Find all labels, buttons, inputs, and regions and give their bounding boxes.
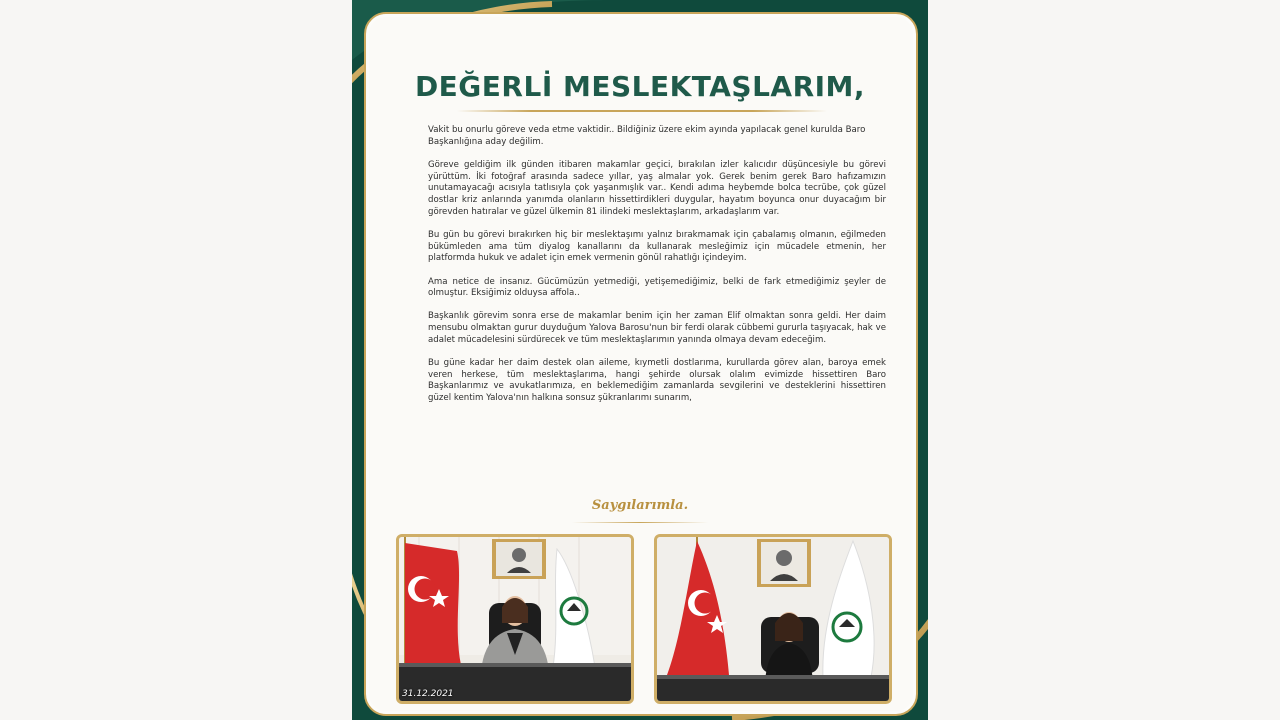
letter-paragraph: Göreve geldiğim ilk günden itibaren makamlar geçici, bırakılan izler kalıcıdır düşüncesiyle bu görevi yürüttüm. İki fotoğraf arasında sadece yıllar, yaş almalar yok. Gerek benim gerek Baro hafızamızın unutamayacağı acısıyla tatlısıyla çok yaşanmışlık var.. Kendi adıma heybemde bolca tecrübe, çok güzel dostlar kriz anlarında yanımda olanların hissettirdikleri duygular, hayatım boyunca onur duyacağım bir görevden hatıralar ve güzel ülkemin 81 ilindeki meslektaşlarım, arkadaşlarım var. xyxy=(428,159,886,217)
letter-paragraph: Başkanlık görevim sonra erse de makamlar benim için her zaman Elif olmaktan sonra geldi. Her daim mensubu olmaktan gurur duyduğum Yalova Barosu'nun bir ferdi olarak cübbemi gururla taşıyacak, hak ve adalet mücadelesini sürdürecek ve tüm meslektaşlarımın yanında olmaya devam edeceğim. xyxy=(428,311,886,345)
office-photo-illustration xyxy=(657,537,889,701)
letter-body xyxy=(428,125,886,416)
letter-paragraph: Vakit bu onurlu göreve veda etme vaktidir.. Bildiğiniz üzere ekim ayında yapılacak genel kurulda Baro Başkanlığına aday değilim. xyxy=(428,125,866,147)
title-underline xyxy=(457,110,827,112)
letter-poster xyxy=(352,0,928,720)
letter-paragraph: Bu güne kadar her daim destek olan aileme, kıymetli dostlarıma, kurullarda görev alan, baroya emek veren herkese, tüm meslektaşlarıma, hangi şehirde olursak olalım evimizde hissettiren Baro Başkanlarımız ve avukatlarımıza, en beklemediğim zamanlarda sevgilerini ve desteklerini hissettiren güzel kentim Yalova'nın halkına sonsuz şükranlarımı sunarım, xyxy=(428,358,886,404)
signoff-underline xyxy=(572,522,708,523)
photo-date: 31.12.2021 xyxy=(402,689,454,699)
letter-title: DEĞERLİ MESLEKTAŞLARIM, xyxy=(414,70,866,103)
office-photo-illustration xyxy=(399,537,631,701)
office-photo-2021 xyxy=(396,534,634,704)
letter-paragraph: Ama netice de insanız. Gücümüzün yetmediği, yetişemediğimiz, belki de fark etmediğimiz şeyler de olmuştur. Eksiğimiz olduysa affola.. xyxy=(428,276,886,299)
signoff: Saygılarımla. xyxy=(591,498,689,513)
office-photo-recent xyxy=(654,534,892,704)
letter-paragraph: Bu gün bu görevi bırakırken hiç bir meslektaşımı yalnız bırakmamak için çabalamış olmanın, eğilmeden bükümleden ama tüm diyalog kanallarını da kullanarak mesleğimiz için mücadele etmenin, her platformda hukuk ve adalet için emek vermenin gönül rahatlığı içindeyim. xyxy=(428,229,886,264)
